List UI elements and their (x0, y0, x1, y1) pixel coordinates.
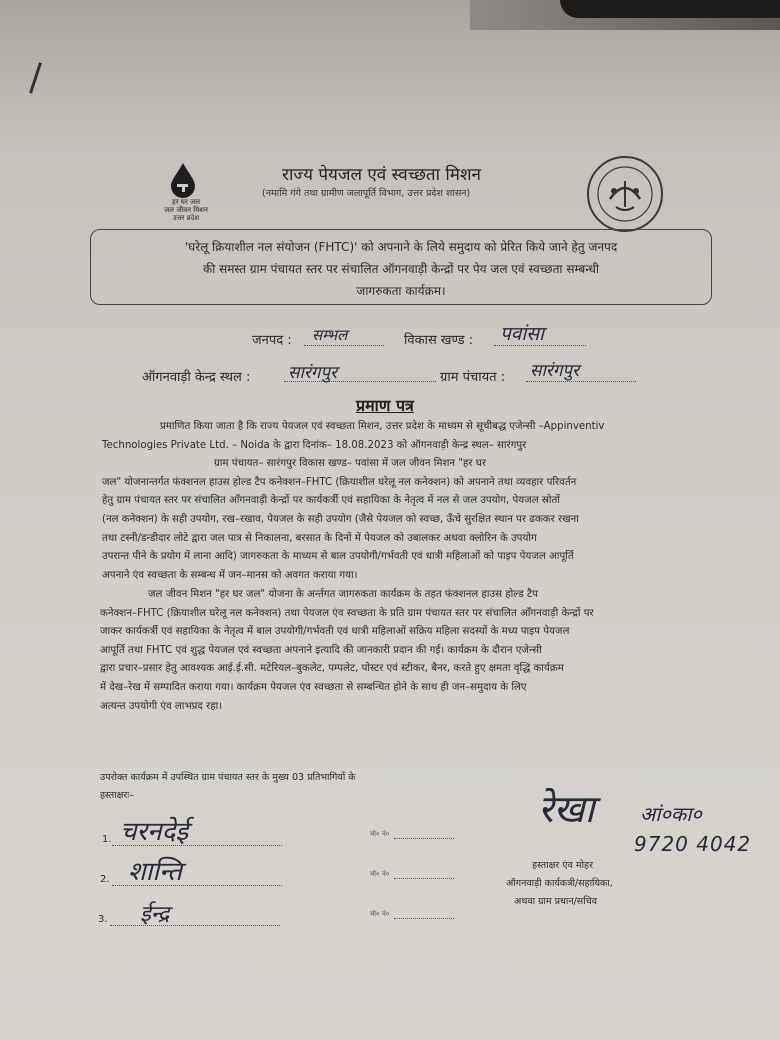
certificate-line: अपनाने एंव स्वच्छता के सम्बन्ध में जन–मानस को अवगत कराया गया। (102, 569, 358, 581)
program-title-line-2: की समस्त ग्राम पंचायत स्तर पर संचालित ऑगनवाड़ी केन्द्रों पर पेय जल एवं स्वच्छता सम्बन्धी (202, 262, 600, 276)
officer-mobile: 9720 4042 (634, 832, 752, 856)
certificate-paragraph (102, 418, 604, 585)
anganwadi-value: सारंगपुर (288, 363, 338, 383)
participant-signature: शान्ति (128, 857, 182, 887)
participant-signature: चरनदेई (120, 817, 189, 847)
certificate-heading: प्रमाण पत्र (356, 396, 414, 415)
panchayat-dotline (526, 381, 636, 382)
logo-caption-line: हर घर जल (172, 198, 200, 206)
mobile-dotline (394, 878, 454, 879)
signatures-intro: उपरोक्त कार्यक्रम में उपस्थित ग्राम पंचायत स्तर के मुख्य 03 प्रतिभागियों के (100, 772, 356, 783)
mobile-dotline (394, 918, 454, 919)
up-state-emblem-icon (586, 155, 664, 233)
header-subtitle: (नमामि गंगे तथा ग्रामीण जलापूर्ति विभाग, उत्तर प्रदेश शासन) (262, 188, 471, 199)
mobile-dotline (394, 838, 454, 839)
program-line: जाकर कार्यकर्त्री एवं सहायिका के नेतृत्व में बाल उपयोगी/गर्भवती एवं धात्री महिलाओं सक्रिय महिला सदस्यों के मध्य पाइप पेयजल (100, 626, 570, 638)
block-value: पवांसा (500, 323, 545, 345)
district-dotline (304, 345, 384, 346)
header-title: राज्य पेयजल एवं स्वच्छता मिशन (282, 165, 481, 185)
logo-caption (160, 198, 212, 222)
program-title-line-3: जागरुकता कार्यक्रम। (356, 284, 446, 298)
mobile-label: मो० नं० (370, 910, 390, 918)
background-object (560, 0, 780, 18)
logo-caption-line: उत्तर प्रदेश (172, 214, 200, 222)
program-title-box (90, 229, 712, 305)
officer-signature: रेखा (538, 787, 595, 831)
officer-role: आं०का० (640, 802, 702, 826)
officer-caption-1: हस्ताक्षर एंव मोहर (532, 860, 593, 871)
participant-dotline (110, 925, 280, 926)
certificate-line: ग्राम पंचायत– सारंगपुर विकास खण्ड– पवांसा में जल जीवन मिशन "हर घर (214, 458, 486, 470)
certificate-line: हेतु ग्राम पंचायत स्तर पर संचालित आँगनवाड़ी केन्द्रों पर कार्यकर्त्री एवं सहायिका के नेतृत्व में नल से जल उपयोग, पेयजल स्रोतों (102, 495, 560, 507)
panchayat-value: सारंगपुर (530, 361, 580, 381)
signatures-label: हस्ताक्षरः– (100, 790, 134, 801)
district-label: जनपद : (252, 333, 292, 348)
officer-caption-3: अथवा ग्राम प्रधान/सचिव (514, 896, 597, 907)
certificate-line: उपरान्त पीने के प्रयोग में लाना आदि) जागरुकता के माध्यम से बाल उपयोगी/गर्भवती एवं धात्री महिलाओं को पाइप पेयजल आपूर्ति (102, 551, 574, 563)
certificate-line: प्रमाणित किया जाता है कि राज्य पेयजल एवं स्वच्छता मिशन, उत्तर प्रदेश के माध्यम से सूचीबद्ध एजेन्सी –Appinventiv (160, 421, 605, 432)
participant-number: 3. (98, 914, 108, 925)
program-line: जल जीवन मिशन "हर घर जल" योजना के अर्न्तगत जागरुकता कार्यक्रम के तहत फंक्शनल हाउस होल्ड टैप (148, 589, 538, 600)
program-line: द्वारा प्रचार–प्रसार हेतु आवश्यक आई.ई.सी. मटेरियल–बुकलेट, पम्पलेट, पोस्टर एवं स्टीकर, बैनर, करते हुए क्षमता वृद्धि कार्यक्रम (100, 663, 564, 675)
certificate-line: जल" योजनान्तर्गत फंक्शनल हाउस होल्ड टैप कनेक्शन–FHTC (क्रियाशील घरेलू नल कनेक्शन) को अपनाने तथा व्यवहार परिवर्तन (102, 476, 577, 488)
certificate-line: (नल कनेक्शन) के सही उपयोग, रख–रखाव, पेयजल के सही उपयोग (जैसे पेयजल को स्वच्छ, ऊँचे सुरक्षित स्थान पर ढककर रखना (102, 513, 579, 525)
water-drop-logo-icon (168, 162, 198, 198)
mobile-label: मो० नं० (370, 830, 390, 838)
logo-caption-line: जल जीवन मिशन (164, 206, 208, 214)
anganwadi-label: ऑगनवाड़ी केन्द्र स्थल : (142, 370, 251, 385)
officer-caption-2: ऑगनवाड़ी कार्यकत्री/सहायिका, (506, 878, 613, 889)
program-title-line-1: 'घरेलू क्रियाशील नल संयोजन (FHTC)' को अपनाने के लिये समुदाय को प्रेरित किये जाने हेतु जनपद (184, 240, 618, 254)
program-line: अत्यन्त उपयोगी एंव लाभप्रद रहा। (100, 700, 223, 712)
district-value: सम्भल (312, 326, 348, 344)
participant-signature: ईन्द्र (140, 902, 170, 927)
program-line: आपूर्ति तथा FHTC एवं शुद्ध पेयजल एवं स्वच्छता अपनाने इत्यादि की जानकारी प्रदान की गई। कार्यक्रम के दौरान एजेन्सी (100, 644, 542, 656)
certificate-line: तथा टस्नी/डन्डीदार लोटे द्वारा जल पात्र से निकालना, बरसात के दिनों में पेयजल को उबालकर अथवा क्लोरिन के उपयोग (102, 532, 537, 544)
program-line: कनेक्शन–FHTC (क्रियाशील घरेलू नल कनेक्शन) तथा पेयजल एंव स्वच्छता के प्रति ग्राम पंचायत स्तर पर संचालित आँगनवाड़ी केन्द्रों पर (100, 607, 594, 619)
pen-mark (29, 62, 42, 93)
participant-number: 2. (100, 874, 110, 885)
block-label: विकास खण्ड : (404, 333, 474, 348)
program-paragraph (100, 586, 594, 716)
participant-number: 1. (102, 834, 112, 845)
panchayat-label: ग्राम पंचायत : (440, 370, 506, 385)
program-line: में देख–रेख में सम्पादित कराया गया। कार्यक्रम पेयजल एंव स्वच्छता से सम्बन्धित होने के साथ ही जन–समुदाय के लिए (100, 681, 527, 693)
mobile-label: मो० नं० (370, 870, 390, 878)
certificate-line: Technologies Private Ltd. – Noida के द्वारा दिनांक– 18.08.2023 को ऑगनवाड़ी केन्द्र स्थल– सारंगपुर (102, 439, 527, 451)
